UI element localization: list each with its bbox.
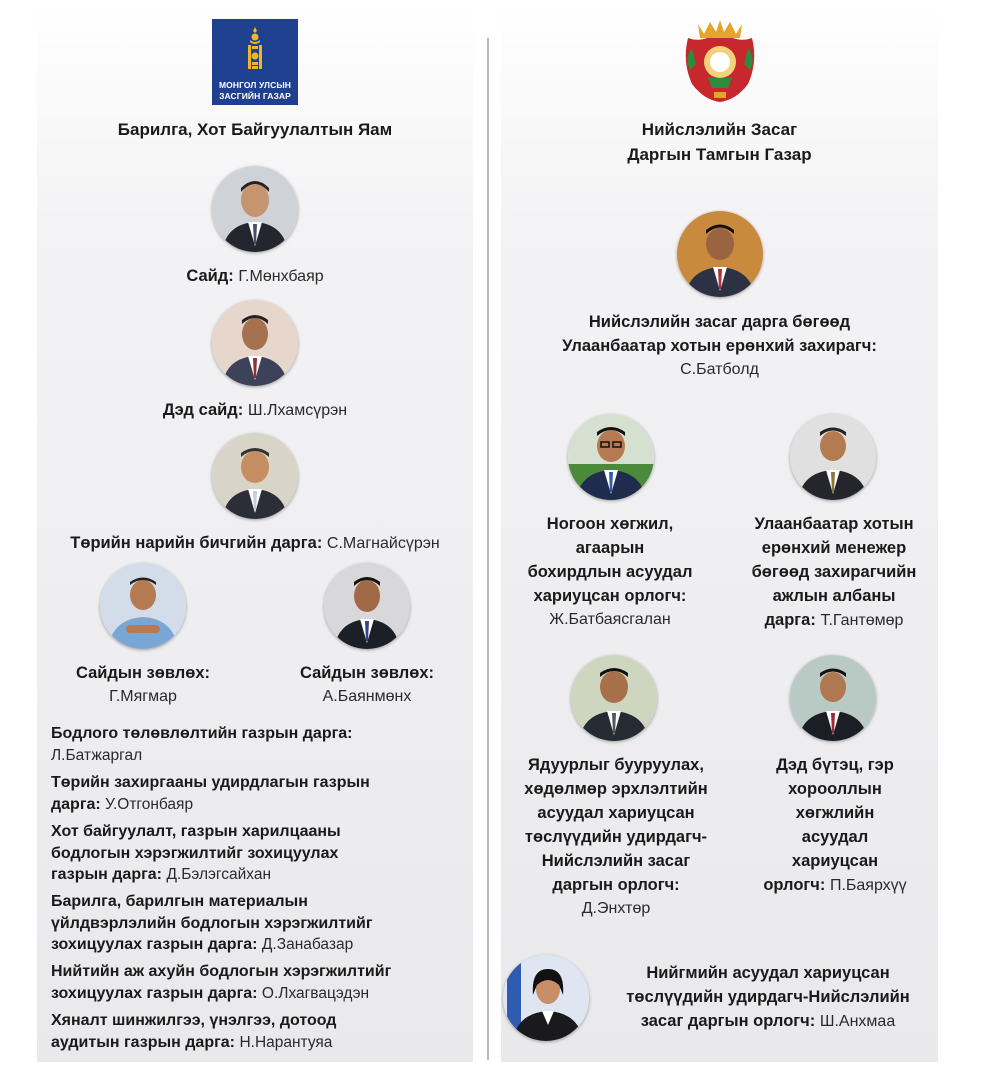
department-role: Хяналт шинжилгээ, үнэлгээ, дотоод: [51, 1012, 337, 1029]
ulaanbaatar-coat-of-arms-icon: [678, 18, 762, 104]
deputy-role-line: хариуцсан орлогч:: [533, 587, 687, 605]
deputy-role-line: агаарын: [575, 539, 645, 557]
deputy-minister-name: Ш.Лхамсүрэн: [247, 402, 348, 419]
government-logo-line1: МОНГОЛ УЛСЫН: [219, 80, 291, 90]
minister-role: Сайд:: [186, 267, 234, 285]
department-item: [51, 961, 471, 1004]
deputy-role-line: Дэд бүтэц, гэр: [776, 756, 894, 774]
department-head-name: У.Отгонбаяр: [105, 795, 194, 813]
department-role-end: дарга:: [51, 795, 101, 813]
deputy-name: Ш.Анхмаа: [819, 1013, 896, 1030]
department-role-end: аудитын газрын дарга:: [51, 1033, 235, 1051]
minister-name: Г.Мөнхбаяр: [238, 268, 324, 285]
deputy-role-line: хорооллын: [788, 780, 882, 798]
deputy-name: Т.Гантөмөр: [820, 612, 904, 629]
mayor-name: С.Батболд: [680, 361, 759, 378]
deputy-ankhmaa-caption: [597, 961, 939, 1034]
deputy-name: Д.Энхтөр: [581, 900, 651, 917]
advisor-bayanmunkh-role: Сайдын зөвлөх:: [300, 664, 434, 682]
deputy-role-line: Нийслэлийн засаг: [541, 852, 691, 870]
deputy-role-line: хөдөлмөр эрхлэлтийн: [524, 780, 708, 798]
deputy-role-end: орлогч:: [763, 876, 826, 894]
department-role-end: зохицуулах газрын дарга:: [51, 984, 258, 1002]
department-role: Барилга, барилгын материалын: [51, 893, 308, 910]
deputy-minister-caption: [37, 398, 473, 423]
deputy-batbayasgalan-photo: [568, 414, 654, 500]
mayor-caption: [501, 310, 938, 382]
government-logo-line2: ЗАСГИЙН ГАЗАР: [219, 91, 291, 101]
deputy-gantumur-caption: [727, 512, 941, 633]
deputy-role-line: бөгөөд захирагчийн: [751, 563, 917, 581]
department-item: [51, 821, 471, 886]
government-logo: [212, 19, 298, 105]
deputy-role-line: асуудал: [801, 828, 869, 846]
deputy-role-end: дарга:: [764, 611, 816, 629]
city-office-title: [501, 117, 938, 167]
department-item: [51, 891, 471, 956]
department-head-name: Д.Занабазар: [261, 936, 354, 953]
department-item: [51, 1010, 471, 1053]
advisor-bayanmunkh-caption: [276, 661, 458, 709]
department-item: [51, 772, 471, 815]
state-secretary-role: Төрийн нарийн бичгийн дарга:: [70, 534, 323, 552]
deputy-role-line: даргын орлогч:: [552, 876, 680, 894]
mayor-role-line1: Нийслэлийн засаг дарга бөгөөд: [588, 313, 851, 331]
deputy-role-line: бохирдлын асуудал: [527, 563, 693, 581]
deputy-role-line: хөгжлийн: [795, 804, 875, 822]
department-role-cont: үйлдвэрлэлийн бодлогын хэрэгжилтийг: [51, 914, 373, 932]
advisor-bayanmunkh-name: А.Баянмөнх: [322, 688, 412, 705]
ministry-title: Барилга, Хот Байгуулалтын Яам: [117, 120, 393, 139]
department-role-cont: бодлогын хэрэгжилтийг зохицуулах: [51, 844, 339, 862]
deputy-enkhtur-caption: [503, 753, 729, 921]
department-head-name: Л.Батжаргал: [51, 746, 143, 764]
mayor-photo: [677, 211, 763, 297]
deputy-batbayasgalan-caption: [503, 512, 717, 632]
soyombo-icon: [247, 27, 263, 71]
state-secretary-name: С.Магнайсүрэн: [326, 535, 440, 552]
deputy-role-line: Нийгмийн асуудал хариуцсан: [646, 964, 890, 982]
deputy-role-line: Улаанбаатар хотын: [754, 515, 914, 533]
deputy-enkhtur-photo: [571, 655, 657, 741]
advisor-myagmar-caption: [52, 661, 234, 709]
city-office-title-line1: Нийслэлийн Засаг: [641, 120, 798, 139]
department-head-name: Н.Нарантуяа: [239, 1033, 333, 1051]
minister-caption: [37, 264, 473, 289]
deputy-name: Ж.Батбаясгалан: [549, 611, 671, 628]
deputy-role-line: төслүүдийн удирдагч-: [524, 828, 708, 846]
deputy-bayarkhuu-photo: [790, 655, 876, 741]
city-office-title-line2: Даргын Тамгын Газар: [627, 145, 812, 164]
deputy-minister-role: Дэд сайд:: [162, 401, 244, 419]
department-item: [51, 723, 471, 766]
deputy-role-end: засаг даргын орлогч:: [640, 1012, 816, 1030]
deputy-name: П.Баярхүү: [829, 877, 907, 894]
department-role: Нийтийн аж ахуйн бодлогын хэрэгжилтийг: [51, 963, 392, 980]
deputy-gantumur-photo: [790, 414, 876, 500]
department-role: Бодлого төлөвлөлтийн газрын дарга:: [51, 725, 353, 742]
deputy-role-line: ерөнхий менежер: [761, 539, 907, 557]
state-secretary-caption: [37, 531, 473, 556]
department-role: Төрийн захиргааны удирдлагын газрын: [51, 774, 370, 791]
department-role-end: газрын дарга:: [51, 866, 162, 883]
department-role: Хот байгуулалт, газрын харилцааны: [51, 823, 341, 840]
advisor-myagmar-photo: [100, 563, 186, 649]
minister-photo: [212, 166, 298, 252]
deputy-role-line: төслүүдийн удирдагч-Нийслэлийн: [626, 988, 910, 1006]
state-secretary-photo: [212, 433, 298, 519]
panel-divider: [487, 38, 489, 1060]
advisor-myagmar-role: Сайдын зөвлөх:: [76, 664, 210, 682]
department-role-end: зохицуулах газрын дарга:: [51, 936, 258, 953]
deputy-minister-photo: [212, 300, 298, 386]
department-head-name: Д.Бэлэгсайхан: [166, 866, 272, 883]
deputy-role-line: хариуцсан: [791, 852, 879, 870]
advisor-bayanmunkh-photo: [324, 563, 410, 649]
deputy-role-line: ажлын албаны: [772, 587, 896, 605]
deputy-role-line: Ядуурлыг бууруулах,: [528, 756, 704, 774]
advisor-myagmar-name: Г.Мягмар: [109, 688, 177, 705]
deputy-role-line: Ногоон хөгжил,: [546, 515, 674, 533]
mayor-role-line2: Улаанбаатар хотын ерөнхий захирагч:: [562, 337, 877, 355]
department-head-name: О.Лхагвацэдэн: [261, 984, 370, 1002]
deputy-ankhmaa-photo: [503, 955, 589, 1041]
deputy-role-line: асуудал хариуцсан: [537, 804, 695, 822]
deputy-bayarkhuu-caption: [740, 753, 930, 898]
